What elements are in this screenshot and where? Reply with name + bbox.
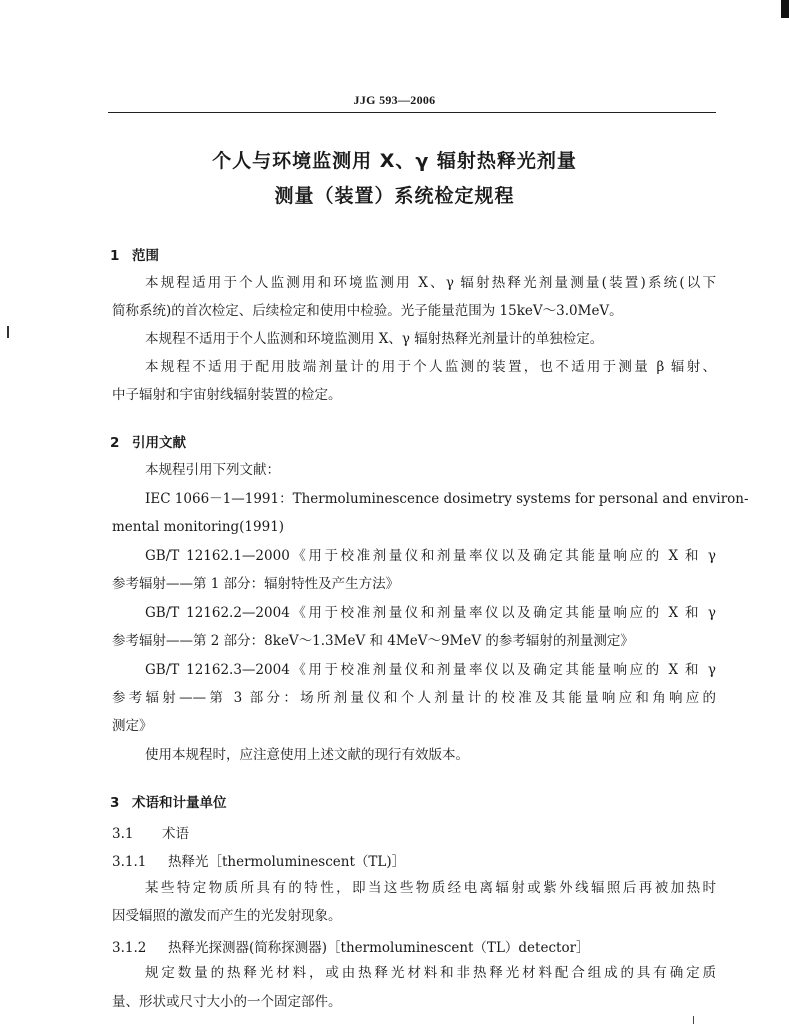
subsection-3-1-1	[112, 850, 405, 870]
reference-line: 测定》	[112, 718, 153, 734]
section-number: 3	[110, 795, 120, 811]
subsection-3-1	[112, 822, 189, 842]
section-title: 范围	[132, 248, 159, 264]
document-title-line1: 个人与环境监测用 X、γ 辐射热释光剂量	[212, 150, 577, 172]
scan-edge-mark	[781, 0, 789, 18]
header-rule	[108, 112, 716, 113]
section-heading-references	[110, 431, 186, 451]
section-number: 2	[110, 435, 120, 451]
section-heading-scope	[110, 244, 159, 264]
section-title: 术语和计量单位	[132, 795, 227, 811]
reference-line: GB/T 12162.2—2004《用于校准剂量仪和剂量率仪以及确定其能量响应的 X 和 γ	[145, 605, 716, 621]
subsection-title: 热释光［thermoluminescent（TL)］	[168, 854, 406, 870]
section-heading-terms	[110, 791, 227, 811]
paragraph-line: 简称系统)的首次检定、后续检定和使用中检验。光子能量范围为 15keV～3.0MeV。	[112, 303, 623, 319]
paragraph-line: 本规程适用于个人监测用和环境监测用 X、γ 辐射热释光剂量测量(装置)系统(以下	[145, 275, 716, 291]
paragraph-line: 本规程不适用于配用肢端剂量计的用于个人监测的装置，也不适用于测量 β 辐射、	[145, 359, 716, 375]
paragraph-line: 本规程不适用于个人监测和环境监测用 X、γ 辐射热释光剂量计的单独检定。	[145, 331, 604, 347]
reference-line: GB/T 12162.3—2004《用于校准剂量仪和剂量率仪以及确定其能量响应的 X 和 γ	[145, 662, 716, 678]
paragraph-line: 本规程引用下列文献：	[145, 462, 280, 478]
subsection-number: 3.1.2	[112, 940, 147, 956]
subsection-title: 术语	[162, 826, 189, 842]
standard-code-header: JJG 593—2006	[353, 93, 436, 107]
paragraph-line: 因受辐照的激发而产生的光发射现象。	[112, 908, 342, 924]
reference-line: 参考辐射——第 2 部分：8keV～1.3MeV 和 4MeV～9MeV 的参考辐射的剂量测定》	[112, 633, 634, 649]
section-title: 引用文献	[132, 435, 186, 451]
reference-line: 参考辐射——第 1 部分：辐射特性及产生方法》	[112, 576, 400, 592]
reference-line: mental monitoring(1991)	[112, 519, 285, 535]
scan-margin-mark	[7, 326, 9, 338]
scan-bottom-mark	[693, 1016, 694, 1024]
section-number: 1	[110, 248, 120, 264]
paragraph-line: 规定数量的热释光材料，或由热释光材料和非热释光材料配合组成的具有确定质	[145, 965, 716, 981]
subsection-number: 3.1.1	[112, 854, 147, 870]
paragraph-line: 使用本规程时，应注意使用上述文献的现行有效版本。	[145, 747, 469, 763]
subsection-3-1-2	[112, 936, 590, 956]
paragraph-line: 某些特定物质所具有的特性，即当这些物质经电离辐射或紫外线辐照后再被加热时	[145, 880, 716, 896]
paragraph-line: 中子辐射和宇宙射线辐射装置的检定。	[112, 387, 342, 403]
reference-line: IEC 1066－1—1991：Thermoluminescence dosimetry systems for personal and environ-	[145, 491, 749, 507]
subsection-number: 3.1	[112, 826, 134, 842]
subsection-title: 热释光探测器(简称探测器)［thermoluminescent（TL）detector］	[168, 940, 590, 956]
paragraph-line: 量、形状或尺寸大小的一个固定部件。	[112, 994, 342, 1010]
reference-line: 参考辐射——第 3 部分：场所剂量仪和个人剂量计的校准及其能量响应和角响应的	[112, 690, 716, 706]
reference-line: GB/T 12162.1—2000《用于校准剂量仪和剂量率仪以及确定其能量响应的 X 和 γ	[145, 548, 716, 564]
document-title-line2: 测量（装置）系统检定规程	[274, 185, 515, 207]
